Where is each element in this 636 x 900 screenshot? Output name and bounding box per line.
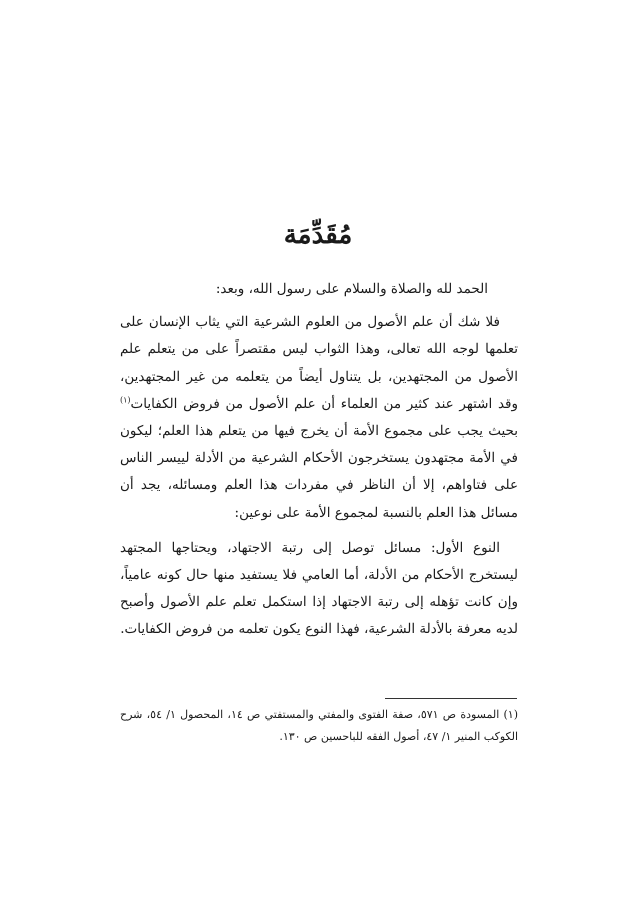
footnote-1: (١) المسودة ص ٥٧١، صفة الفتوى والمفتي والمستفتي ص ١٤، المحصول ١/ ٥٤، شرح الكوكب المنير ١/ ٤٧، أصول الفقه للباحسين ص ١٣٠. [120, 708, 519, 743]
paragraph-1-text-a: فلا شك أن علم الأصول من العلوم الشرعية التي يثاب الإنسان على تعلمها لوجه الله تعالى، وهذا الثواب ليس مقتصراً على من يتعلم علم الأصول من المجتهدين، بل يتناول أيضاً من يتعلمه من غير المجتهدين، وقد اشتهر عند كثير من العلماء أن علم الأصول من فروض الكفايات [120, 314, 518, 412]
main-text [120, 276, 518, 644]
footnotes-section [120, 704, 518, 748]
paragraph-1 [120, 309, 518, 527]
paragraph-2: النوع الأول: مسائل توصل إلى رتبة الاجتهاد، ويحتاجها المجتهد ليستخرج الأحكام من الأدلة، أما العامي فلا يستفيد منها حال كونه عامياً، وإن كانت تؤهله إلى رتبة الاجتهاد إذا استكمل تعلم علم الأصول وأصبح لديه معرفة بالأدلة الشرعية، فهذا النوع يكون تعلمه من فروض الكفايات. [120, 539, 518, 638]
footnote-divider [385, 698, 517, 699]
opening-line: الحمد لله والصلاة والسلام على رسول الله، وبعد: [215, 281, 488, 297]
footnote-reference: (١) [120, 395, 131, 405]
page-title: مُقَدِّمَة [283, 220, 353, 250]
paragraph-1-text-b: بحيث يجب على مجموع الأمة أن يخرج فيها من يتعلم هذا العلم؛ ليكون في الأمة مجتهدون يستخرجون الأحكام الشرعية من الأدلة لييسر الناس على فتاواهم، إلا أن الناظر في مفردات هذا العلم ومسائله، يجد أن مسائل هذا العلم بالنسبة لمجموع الأمة على نوعين: [120, 423, 518, 521]
